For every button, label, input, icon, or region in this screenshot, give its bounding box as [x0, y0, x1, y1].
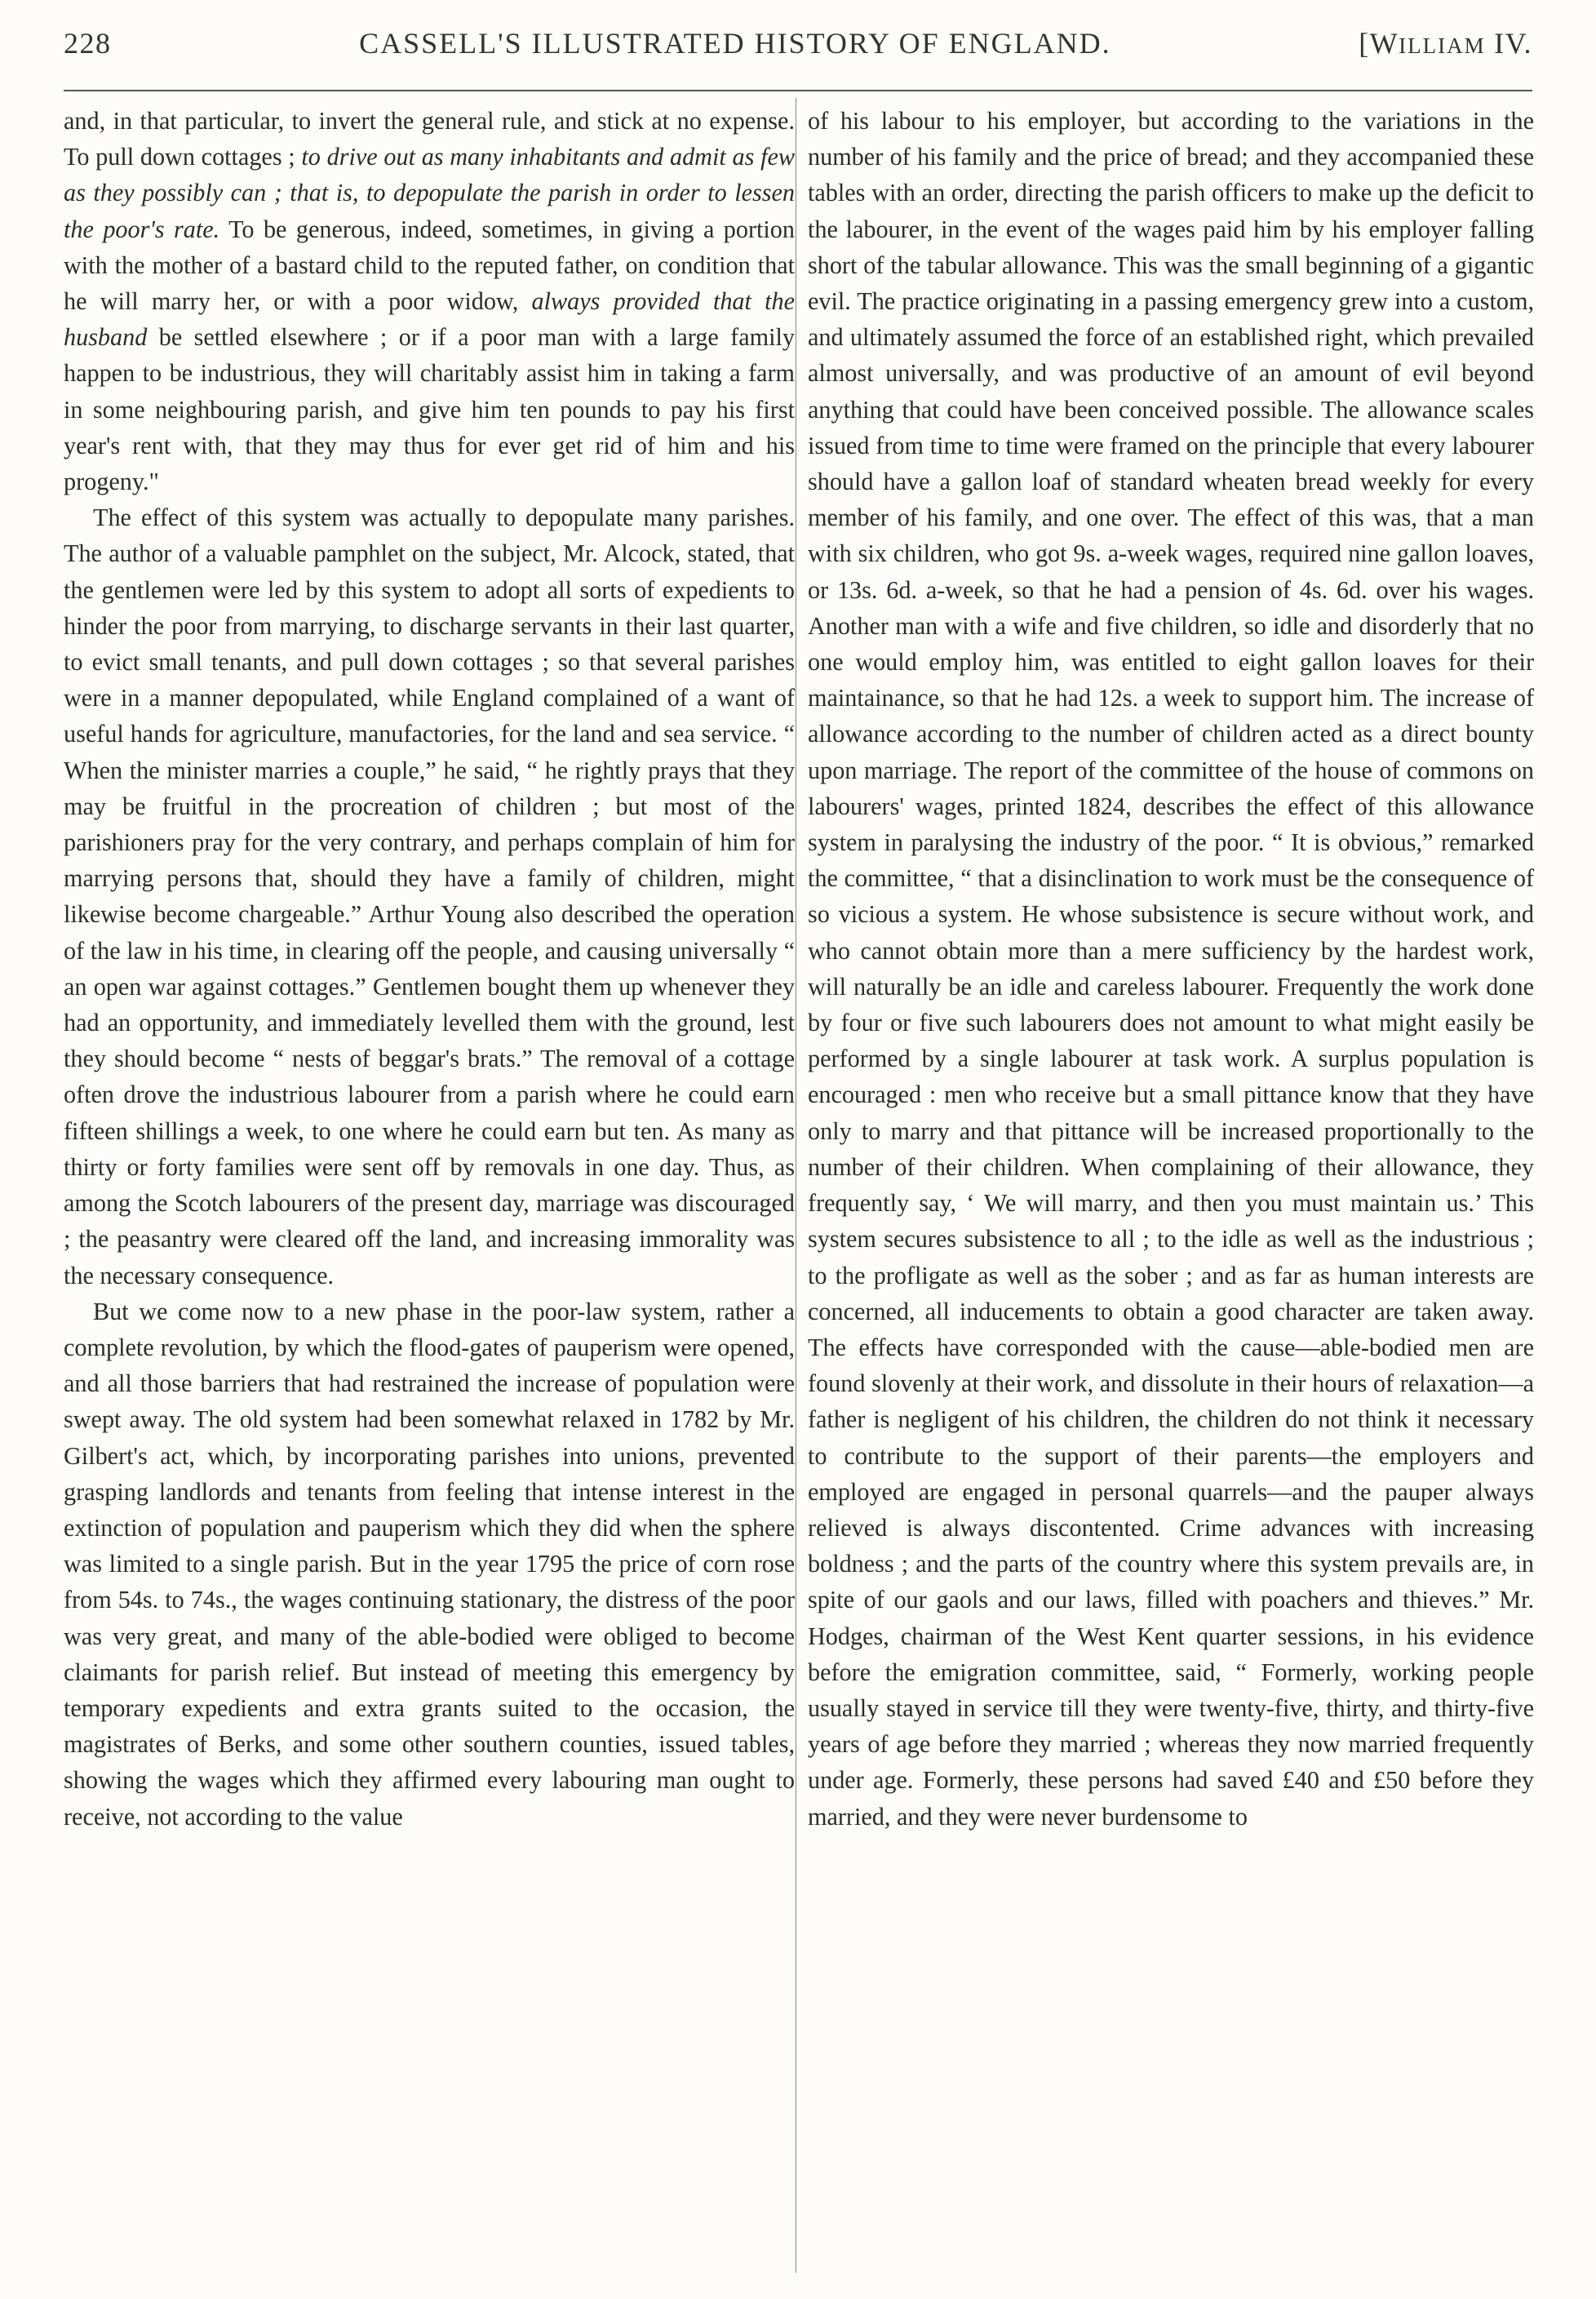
right-paragraph-1: of his labour to his employer, but according to the variations in the number of his family and the price of bread; and they accompanied these tables with an order, directing the parish officers to make up the deficit to the labourer, in the event of the wages paid him by his employer falling short of the tabular allowance. This was the small beginning of a gigantic evil. The practice originating in a passing emergency grew into a custom, and ultimately assumed the force of an established right, which prevailed almost universally, and was productive of an amount of evil beyond anything that could have been conceived possible. The allowance scales issued from time to time were framed on the principle that every labourer should have a gallon loaf of standard wheaten bread weekly for every member of his family, and one over. The effect of this was, that a man with six children, who got 9s. a-week wages, required nine gallon loaves, or 13s. 6d. a-week, so that he had a pension of 4s. 6d. over his wages. Another man with a wife and five children, so idle and disorderly that no one would employ him, was entitled to eight gallon loaves for their maintainance, so that he had 12s. a week to support him. The increase of allowance according to the number of children acted as a direct bounty upon marriage. The report of the committee of the house of commons on labourers' wages, printed 1824, describes the effect of this allowance system in paralysing the industry of the poor. “ It is obvious,” remarked the committee, “ that a disinclination to work must be the consequence of so vicious a system. He whose subsistence is secure without work, and who cannot obtain more than a mere sufficiency by the hardest work, will naturally be an idle and careless labourer. Frequently the work done by four or five such labourers does not amount to what might easily be performed by a single labourer at task work. A surplus population is encouraged : men who receive but a small pittance know that they have only to marry and that pittance will be increased proportionally to the number of their children. When complaining of their allowance, they frequently say, ‘ We will marry, and then you must maintain us.’ This system secures subsistence to all ; to the idle as well as the industrious ; to the profligate as well as the sober ; and as far as human interests are concerned, all inducements to obtain a good character are taken away. The effects have corresponded with the cause—able-bodied men are found slovenly at their work, and dissolute in their hours of relaxation—a father is negligent of his children, the children do not think it necessary to contribute to the support of their parents—the employers and employed are engaged in personal quarrels—and the pauper always relieved is always discontented. Crime advances with increasing boldness ; and the parts of the country where this system prevails are, in spite of our gaols and our laws, filled with poachers and thieves.” Mr. Hodges, chairman of the West Kent quarter sessions, in his evidence before the emigration committee, said, “ Formerly, working people usually stayed in service till they were twenty-five, thirty, and thirty-five years of age before they married ; whereas they now married frequently under age. Formerly, these persons had saved £40 and £50 before they married, and they were never burdensome to: [808, 107, 1534, 1831]
left-paragraph-3: But we come now to a new phase in the poor-law system, rather a complete revolution, by which the flood-gates of pauperism were opened, and all those barriers that had restrained the increase of population were swept away. The old system had been somewhat relaxed in 1782 by Mr. Gilbert's act, which, by incorporating parishes into unions, prevented grasping landlords and tenants from feeling that intense interest in the extinction of population and pauperism which they did when the sphere was limited to a single parish. But in the year 1795 the price of corn rose from 54s. to 74s., the wages continuing stationary, the distress of the poor was very great, and many of the able-bodied were obliged to become claimants for parish relief. But instead of meeting this emergency by temporary expedients and extra grants suited to the occasion, the magistrates of Berks, and some other southern counties, issued tables, showing the wages which they affirmed every labouring man ought to receive, not according to the value: [64, 1297, 795, 1831]
reign-close: IV.: [1485, 27, 1532, 60]
book-title: CASSELL'S ILLUSTRATED HISTORY OF ENGLAND.: [359, 27, 1111, 60]
header-rule: [64, 90, 1532, 91]
reign-small-caps: ILLIAM: [1399, 33, 1486, 58]
left-p1-text-e: be settled elsewhere ; or if a poor man with a large family happen to be industrious, they will charitably assist him in taking a farm in some neighbouring parish, and give him ten pounds to pay his first year's rent with, that they may thus for ever get rid of him and his progeny.": [64, 323, 795, 496]
reign-label: [1359, 26, 1532, 60]
left-p1-italic-d: always provided that the husband: [64, 287, 795, 352]
page-number: 228: [64, 27, 112, 60]
left-p1-text-c: To be generous, indeed, sometimes, in giving a portion with the mother of a bastard child to the reputed father, on condition that he will marry her, or with a poor widow,: [64, 215, 795, 316]
left-p1-text-a: and, in that particular, to invert the general rule, and stick at no expense. To pull down cottages ;: [64, 107, 795, 171]
right-column: [808, 103, 1534, 1835]
left-paragraph-1: [64, 103, 795, 499]
left-p1-italic-b: to drive out as many inhabitants and admit as few as they possibly can ; that is, to depopulate the parish in order to lessen the poor's rate.: [64, 143, 795, 243]
left-column: [64, 103, 795, 1835]
running-head: [64, 26, 1532, 67]
reign-open: [W: [1359, 27, 1399, 60]
left-paragraph-2: The effect of this system was actually to depopulate many parishes. The author of a valuable pamphlet on the subject, Mr. Alcock, stated, that the gentlemen were led by this system to adopt all sorts of expedients to hinder the poor from marrying, to discharge servants in their last quarter, to evict small tenants, and pull down cottages ; so that several parishes were in a manner depopulated, while England complained of a want of useful hands for agriculture, manufactories, for the land and sea service. “ When the minister marries a couple,” he said, “ he rightly prays that they may be fruitful in the procreation of children ; but most of the parishioners pray for the very contrary, and perhaps complain of him for marrying persons that, should they have a family of children, might likewise become chargeable.” Arthur Young also described the operation of the law in his time, in clearing off the people, and causing universally “ an open war against cottages.” Gentlemen bought them up whenever they had an opportunity, and immediately levelled them with the ground, lest they should become “ nests of beggar's brats.” The removal of a cottage often drove the industrious labourer from a parish where he could earn fifteen shillings a week, to one where he could earn but ten. As many as thirty or forty families were sent off by removals in one day. Thus, as among the Scotch labourers of the present day, marriage was discouraged ; the peasantry were cleared off the land, and increasing immorality was the necessary consequence.: [64, 504, 795, 1289]
